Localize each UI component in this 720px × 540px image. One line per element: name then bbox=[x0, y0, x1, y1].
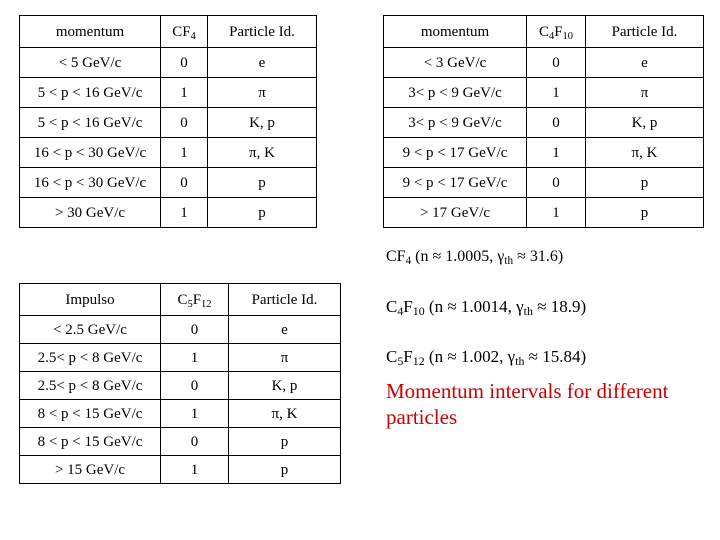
particle-cell: K, p bbox=[229, 372, 341, 400]
table-header-row bbox=[384, 16, 704, 48]
gamma-threshold: 15.84 bbox=[542, 347, 581, 366]
particle-cell: p bbox=[586, 198, 704, 228]
table-row bbox=[20, 372, 341, 400]
table-row bbox=[20, 48, 317, 78]
table-row bbox=[20, 198, 317, 228]
table-row bbox=[20, 78, 317, 108]
refractive-index: 1.002 bbox=[460, 347, 500, 366]
particle-cell: π, K bbox=[208, 138, 317, 168]
particle-cell: p bbox=[229, 428, 341, 456]
threshold-cell: 0 bbox=[161, 372, 229, 400]
particle-cell: π bbox=[229, 344, 341, 372]
table-row bbox=[384, 48, 704, 78]
refractive-index: 1.0014 bbox=[460, 297, 508, 316]
c4f10-table bbox=[383, 15, 704, 228]
c4f10-index-note: $C_4F_{10}$ (n ≈ 1.0014, $\gamma_{th} \approx 18.9$) bbox=[386, 297, 587, 318]
momentum-cell: 8 < p < 15 GeV/c bbox=[20, 400, 161, 428]
table-row bbox=[20, 108, 317, 138]
momentum-cell: < 3 GeV/c bbox=[384, 48, 527, 78]
momentum-cell: > 15 GeV/c bbox=[20, 456, 161, 484]
particle-cell: π, K bbox=[586, 138, 704, 168]
table-header-row bbox=[20, 284, 341, 316]
threshold-cell: 1 bbox=[161, 198, 208, 228]
momentum-cell: 9 < p < 17 GeV/c bbox=[384, 168, 527, 198]
refractive-index: 1.0005 bbox=[445, 248, 490, 265]
particle-cell: e bbox=[229, 316, 341, 344]
particle-cell: e bbox=[208, 48, 317, 78]
table-row bbox=[20, 400, 341, 428]
header-gas: $C_4F_{10}$ bbox=[527, 16, 586, 48]
table-row bbox=[384, 138, 704, 168]
cf4-index-note: $CF_4$ (n ≈ 1.0005, $\gamma_{th} \approx 31.6$) bbox=[386, 248, 564, 267]
particle-cell: p bbox=[208, 198, 317, 228]
table-row bbox=[384, 198, 704, 228]
header-particle-id: Particle Id. bbox=[208, 16, 317, 48]
momentum-cell: 5 < p < 16 GeV/c bbox=[20, 78, 161, 108]
momentum-cell: 5 < p < 16 GeV/c bbox=[20, 108, 161, 138]
gamma-threshold: 18.9 bbox=[550, 297, 581, 316]
momentum-cell: 3< p < 9 GeV/c bbox=[384, 78, 527, 108]
header-gas: $C_5F_{12}$ bbox=[161, 284, 229, 316]
momentum-cell: 2.5< p < 8 GeV/c bbox=[20, 344, 161, 372]
threshold-cell: 0 bbox=[161, 168, 208, 198]
momentum-cell: < 5 GeV/c bbox=[20, 48, 161, 78]
c5f12-table bbox=[19, 283, 341, 484]
particle-cell: π bbox=[586, 78, 704, 108]
table-row bbox=[384, 78, 704, 108]
table-row bbox=[20, 428, 341, 456]
cf4-table bbox=[19, 15, 317, 228]
threshold-cell: 1 bbox=[527, 198, 586, 228]
particle-cell: K, p bbox=[208, 108, 317, 138]
threshold-cell: 0 bbox=[161, 428, 229, 456]
table-row bbox=[20, 456, 341, 484]
threshold-cell: 1 bbox=[161, 400, 229, 428]
gamma-threshold: 31.6 bbox=[529, 248, 558, 265]
momentum-cell: 2.5< p < 8 GeV/c bbox=[20, 372, 161, 400]
header-momentum: momentum bbox=[20, 16, 161, 48]
header-gas: $CF_4$ bbox=[161, 16, 208, 48]
table-row bbox=[20, 344, 341, 372]
table-row bbox=[20, 138, 317, 168]
table-row bbox=[20, 316, 341, 344]
gas-formula: $C_5F_{12}$ bbox=[386, 347, 425, 368]
particle-cell: K, p bbox=[586, 108, 704, 138]
particle-cell: p bbox=[586, 168, 704, 198]
summary-caption: Momentum intervals for different particles bbox=[386, 379, 669, 429]
particle-cell: p bbox=[229, 456, 341, 484]
threshold-cell: 0 bbox=[527, 108, 586, 138]
gas-formula: $C_4F_{10}$ bbox=[386, 297, 425, 318]
momentum-cell: 16 < p < 30 GeV/c bbox=[20, 168, 161, 198]
threshold-cell: 1 bbox=[161, 138, 208, 168]
momentum-cell: 9 < p < 17 GeV/c bbox=[384, 138, 527, 168]
header-momentum: momentum bbox=[384, 16, 527, 48]
threshold-cell: 0 bbox=[161, 108, 208, 138]
table-row bbox=[384, 168, 704, 198]
threshold-cell: 0 bbox=[161, 316, 229, 344]
threshold-cell: 0 bbox=[527, 168, 586, 198]
momentum-cell: 16 < p < 30 GeV/c bbox=[20, 138, 161, 168]
c5f12-index-note: $C_5F_{12}$ (n ≈ 1.002, $\gamma_{th} \approx 15.84$) bbox=[386, 347, 587, 368]
header-particle-id: Particle Id. bbox=[229, 284, 341, 316]
threshold-cell: 1 bbox=[161, 78, 208, 108]
momentum-cell: < 2.5 GeV/c bbox=[20, 316, 161, 344]
momentum-cell: > 17 GeV/c bbox=[384, 198, 527, 228]
particle-cell: e bbox=[586, 48, 704, 78]
particle-cell: p bbox=[208, 168, 317, 198]
table-row bbox=[20, 168, 317, 198]
particle-cell: π bbox=[208, 78, 317, 108]
threshold-cell: 1 bbox=[161, 344, 229, 372]
table-header-row bbox=[20, 16, 317, 48]
table-row bbox=[384, 108, 704, 138]
momentum-cell: 8 < p < 15 GeV/c bbox=[20, 428, 161, 456]
threshold-cell: 0 bbox=[527, 48, 586, 78]
header-momentum: Impulso bbox=[20, 284, 161, 316]
threshold-cell: 1 bbox=[527, 138, 586, 168]
header-particle-id: Particle Id. bbox=[586, 16, 704, 48]
threshold-cell: 0 bbox=[161, 48, 208, 78]
gas-formula: $CF_4$ bbox=[386, 248, 412, 267]
momentum-cell: > 30 GeV/c bbox=[20, 198, 161, 228]
particle-cell: π, K bbox=[229, 400, 341, 428]
momentum-cell: 3< p < 9 GeV/c bbox=[384, 108, 527, 138]
threshold-cell: 1 bbox=[527, 78, 586, 108]
threshold-cell: 1 bbox=[161, 456, 229, 484]
